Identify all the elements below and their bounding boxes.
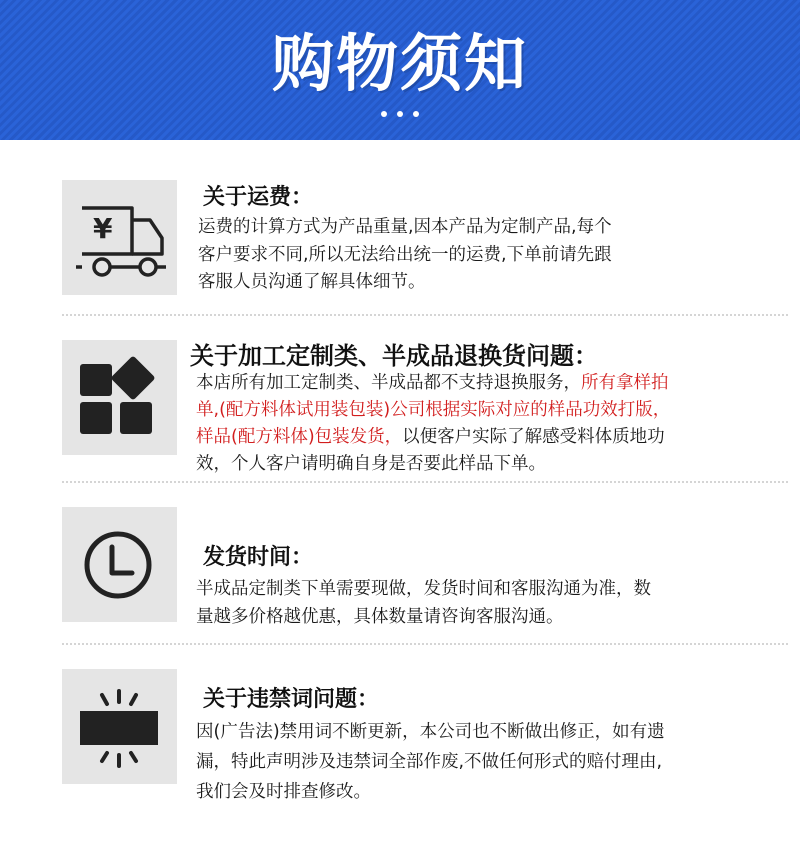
body-line: 因(广告法)禁用词不断更新，本公司也不断做出修正，如有遗 (196, 722, 665, 742)
dot-icon (381, 111, 387, 117)
body-text-highlight: 样品(配方料体)包装发货， (196, 427, 403, 447)
dotted-divider (62, 643, 788, 645)
section-heading: 关于加工定制类、半成品退换货问题： (190, 342, 598, 370)
body-text-highlight: 单,(配方料体试用装包装)公司根据实际对应的样品功效打版， (196, 400, 671, 420)
page-title: 购物须知 (271, 27, 528, 100)
dot-icon (413, 111, 419, 117)
dot-icon (397, 111, 403, 117)
body-line (196, 370, 776, 397)
section-body (198, 214, 758, 297)
body-text-normal: 本店所有加工定制类、半成品都不支持退换服务， (196, 373, 581, 393)
section-body (196, 717, 776, 807)
blocks-icon (62, 340, 177, 455)
body-line: 漏，特此声明涉及违禁词全部作废,不做任何形式的赔付理由, (196, 752, 663, 772)
section-heading: 发货时间： (203, 545, 314, 570)
dotted-divider (62, 314, 788, 316)
body-text-highlight: 所有拿样拍 (581, 373, 669, 393)
truck-yuan-icon (62, 180, 177, 295)
body-line: 我们会及时排查修改。 (196, 782, 371, 802)
body-text-normal: 以便客户实际了解感受料体质地功 (402, 427, 665, 447)
section-heading: 关于运费： (203, 185, 314, 210)
section-body (196, 370, 776, 478)
body-line: 运费的计算方式为产品重量,因本产品为定制产品,每个 (198, 217, 612, 237)
body-line: 客户要求不同,所以无法给出统一的运费,下单前请先跟 (198, 244, 612, 265)
censored-banner-icon (62, 669, 177, 784)
clock-icon (62, 507, 177, 622)
svg-text:¥: ¥ (93, 212, 113, 245)
body-line (196, 424, 776, 451)
section-heading: 关于违禁词问题： (203, 687, 380, 712)
dotted-divider (62, 481, 788, 483)
body-line: 半成品定制类下单需要现做，发货时间和客服沟通为准，数 (196, 579, 651, 599)
section-body (196, 575, 776, 631)
body-line: 客服人员沟通了解具体细节。 (198, 272, 426, 292)
body-line: 效，个人客户请明确自身是否要此样品下单。 (196, 454, 546, 474)
banner-dots (0, 102, 800, 121)
body-line: 量越多价格越优惠，具体数量请咨询客服沟通。 (196, 607, 564, 627)
header-banner (0, 0, 800, 140)
